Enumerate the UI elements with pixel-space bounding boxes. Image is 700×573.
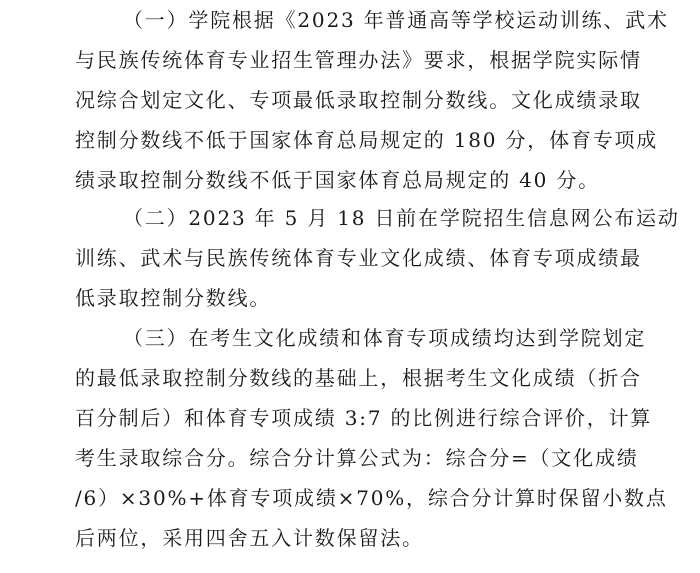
- paragraph-line: （三）在考生文化成绩和体育专项成绩均达到学院划定: [123, 326, 647, 350]
- paragraph-line: 百分制后）和体育专项成绩 3:7 的比例进行综合评价，计算: [75, 406, 653, 430]
- paragraph-line: /6）×30%+体育专项成绩×70%，综合分计算时保留小数点: [75, 486, 668, 510]
- paragraph-line: 与民族传统体育专业招生管理办法》要求，根据学院实际情: [75, 48, 642, 72]
- paragraph-line: 低录取控制分数线。: [75, 286, 272, 310]
- paragraph-line: 后两位，采用四舍五入计数保留法。: [75, 526, 424, 550]
- paragraph-line: 绩录取控制分数线不低于国家体育总局规定的 40 分。: [75, 168, 600, 192]
- paragraph-line: 训练、武术与民族传统体育专业文化成绩、体育专项成绩最: [75, 246, 642, 270]
- paragraph-line: 控制分数线不低于国家体育总局规定的 180 分，体育专项成: [75, 128, 659, 152]
- paragraph-line: （一）学院根据《2023 年普通高等学校运动训练、武术: [123, 8, 669, 32]
- paragraph-line: （二）2023 年 5 月 18 日前在学院招生信息网公布运动: [123, 206, 680, 230]
- paragraph-line: 况综合划定文化、专项最低录取控制分数线。文化成绩录取: [75, 88, 642, 112]
- paragraph-line: 的最低录取控制分数线的基础上，根据考生文化成绩（折合: [75, 366, 642, 390]
- paragraph-line: 考生录取综合分。综合分计算公式为：综合分=（文化成绩: [75, 446, 639, 470]
